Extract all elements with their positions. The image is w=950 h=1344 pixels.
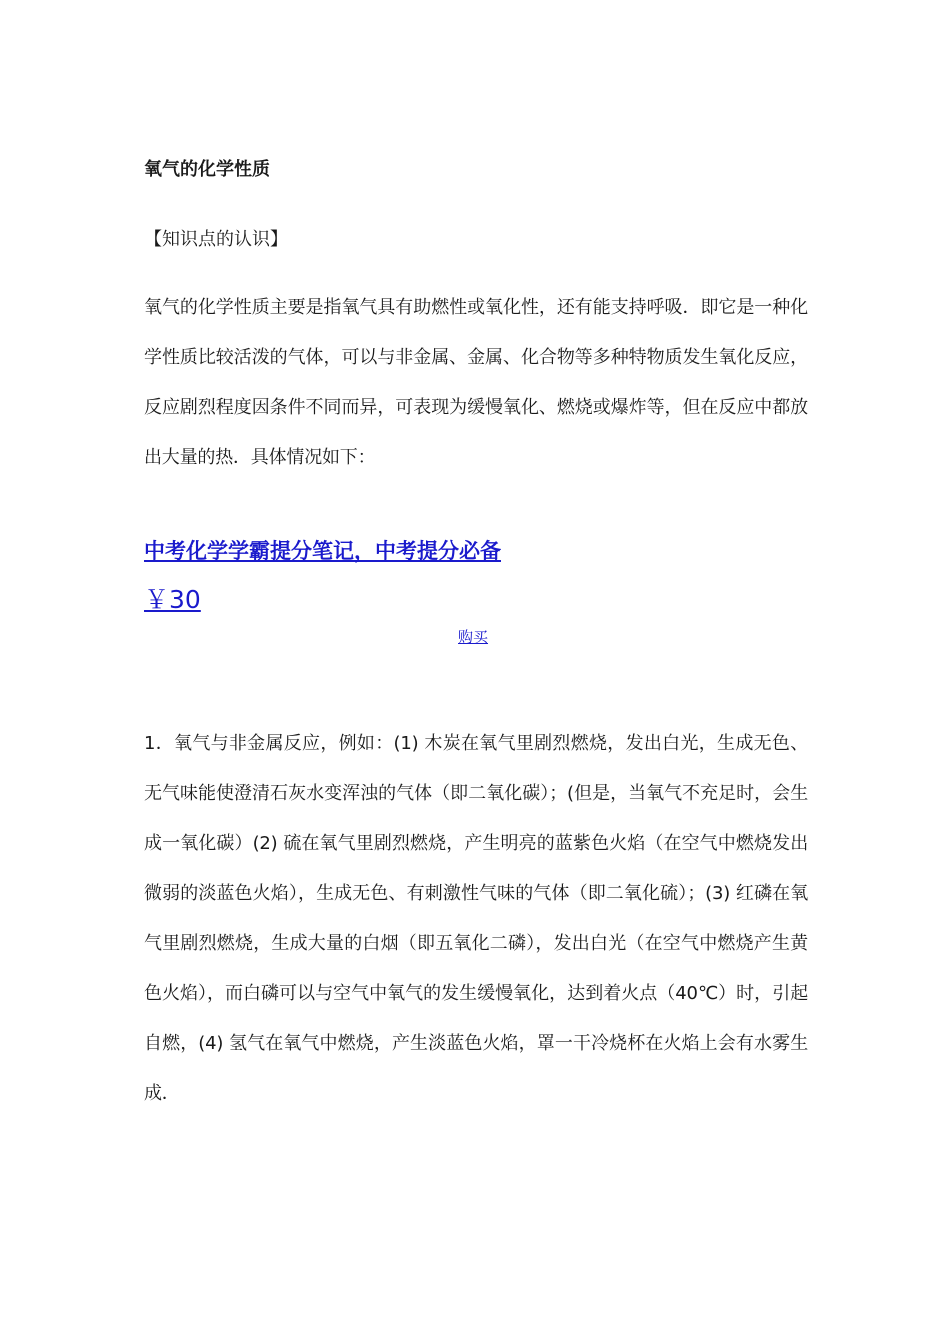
promo-price-link[interactable]: ￥30 — [144, 585, 201, 614]
body-paragraph: 1．氧气与非金属反应，例如：(1) 木炭在氧气里剧烈燃烧，发出白光，生成无色、无气味能使澄清石灰水变浑浊的气体（即二氧化碳）；(但是，当氧气不充足时，会生成一氧化碳）(2) 硫在氧气里剧烈燃烧，产生明亮的蓝紫色火焰（在空气中燃烧发出微弱的淡蓝色火焰），生成无色、有刺激性气味的气体（即二氧化硫）；(3) 红磷在氧气里剧烈燃烧，生成大量的白烟（即五氧化二磷），发出白光（在空气中燃烧产生黄色火焰），而白磷可以与空气中氧气的发生缓慢氧化，达到着火点（40℃）时，引起自燃，(4) 氢气在氧气中燃烧，产生淡蓝色火焰，罩一干冷烧杯在火焰上会有水雾生成． — [144, 733, 808, 1104]
buy-link[interactable]: 购买 — [458, 628, 489, 646]
promo-product-link[interactable]: 中考化学学霸提分笔记，中考提分必备 — [144, 539, 501, 563]
document-title: 氧气的化学性质 — [144, 159, 270, 180]
intro-paragraph: 氧气的化学性质主要是指氧气具有助燃性或氧化性，还有能支持呼吸．即它是一种化学性质比较活泼的气体，可以与非金属、金属、化合物等多种特物质发生氧化反应，反应剧烈程度因条件不同而异，可表现为缓慢氧化、燃烧或爆炸等，但在反应中都放出大量的热．具体情况如下： — [144, 297, 808, 468]
section-label: 【知识点的认识】 — [144, 229, 288, 250]
